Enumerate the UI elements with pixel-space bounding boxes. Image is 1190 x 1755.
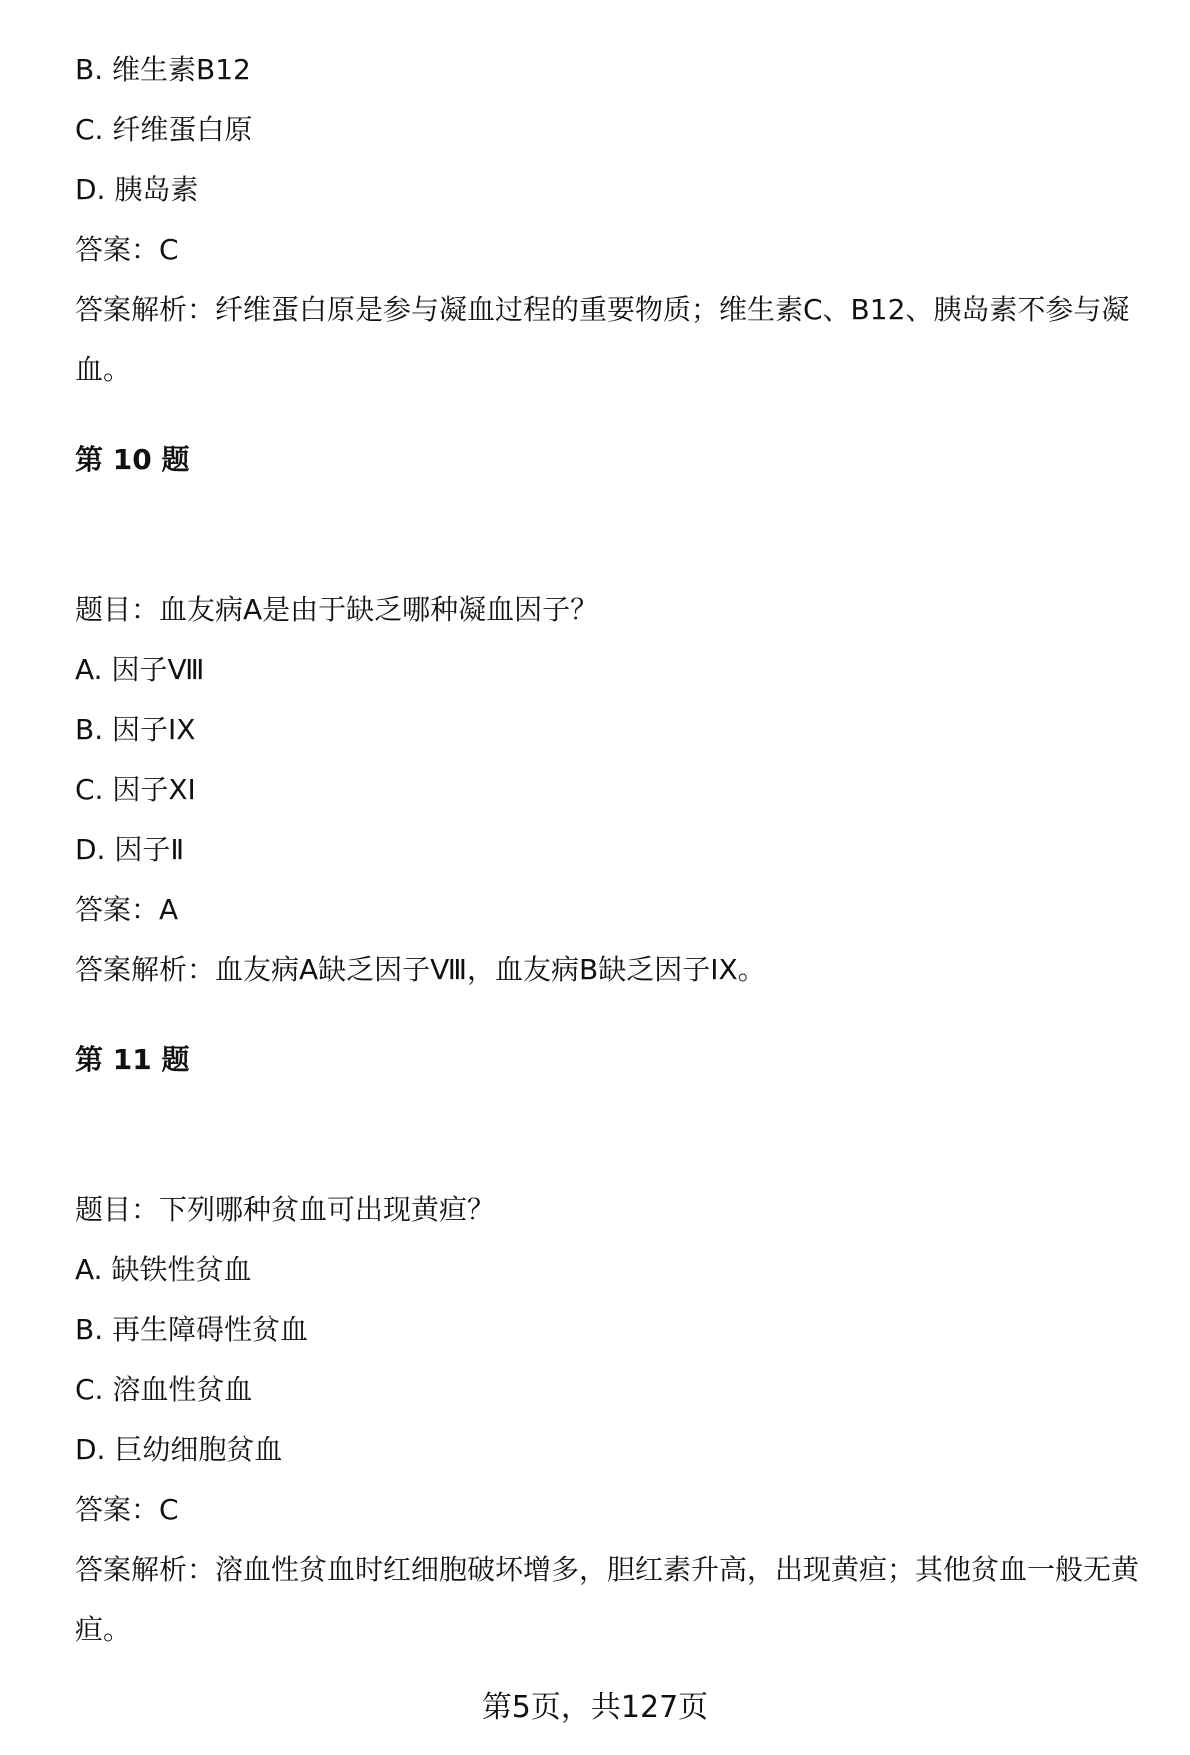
q11-option-d: D. 巨幼细胞贫血 [75, 1433, 283, 1466]
q11-question: 题目：下列哪种贫血可出现黄疸？ [75, 1193, 496, 1226]
q11-heading: 第 11 题 [75, 1043, 190, 1076]
q10-answer: 答案：A [75, 893, 179, 926]
q10-option-b: B. 因子IX [75, 713, 196, 746]
q11-answer: 答案：C [75, 1493, 179, 1526]
q9-option-b: B. 维生素B12 [75, 53, 251, 86]
q9-explanation: 答案解析：纤维蛋白原是参与凝血过程的重要物质；维生素C、B12、胰岛素不参与凝血。 [75, 293, 1130, 386]
q10-explanation: 答案解析：血友病A缺乏因子Ⅷ，血友病B缺乏因子IX。 [75, 953, 766, 986]
q9-option-d: D. 胰岛素 [75, 173, 199, 206]
q11-option-a: A. 缺铁性贫血 [75, 1253, 252, 1286]
q10-question: 题目：血友病A是由于缺乏哪种凝血因子？ [75, 593, 599, 626]
q11-option-b: B. 再生障碍性贫血 [75, 1313, 309, 1346]
q11-explanation: 答案解析：溶血性贫血时红细胞破坏增多，胆红素升高，出现黄疸；其他贫血一般无黄疸。 [75, 1553, 1140, 1646]
q9-option-c: C. 纤维蛋白原 [75, 113, 253, 146]
q9-answer: 答案：C [75, 233, 179, 266]
q10-option-a: A. 因子Ⅷ [75, 653, 205, 686]
q11-option-c: C. 溶血性贫血 [75, 1373, 253, 1406]
page-number-footer: 第5页，共127页 [481, 1690, 709, 1725]
q10-heading: 第 10 题 [75, 443, 190, 476]
q10-option-c: C. 因子XI [75, 773, 196, 806]
q10-option-d: D. 因子Ⅱ [75, 833, 185, 866]
